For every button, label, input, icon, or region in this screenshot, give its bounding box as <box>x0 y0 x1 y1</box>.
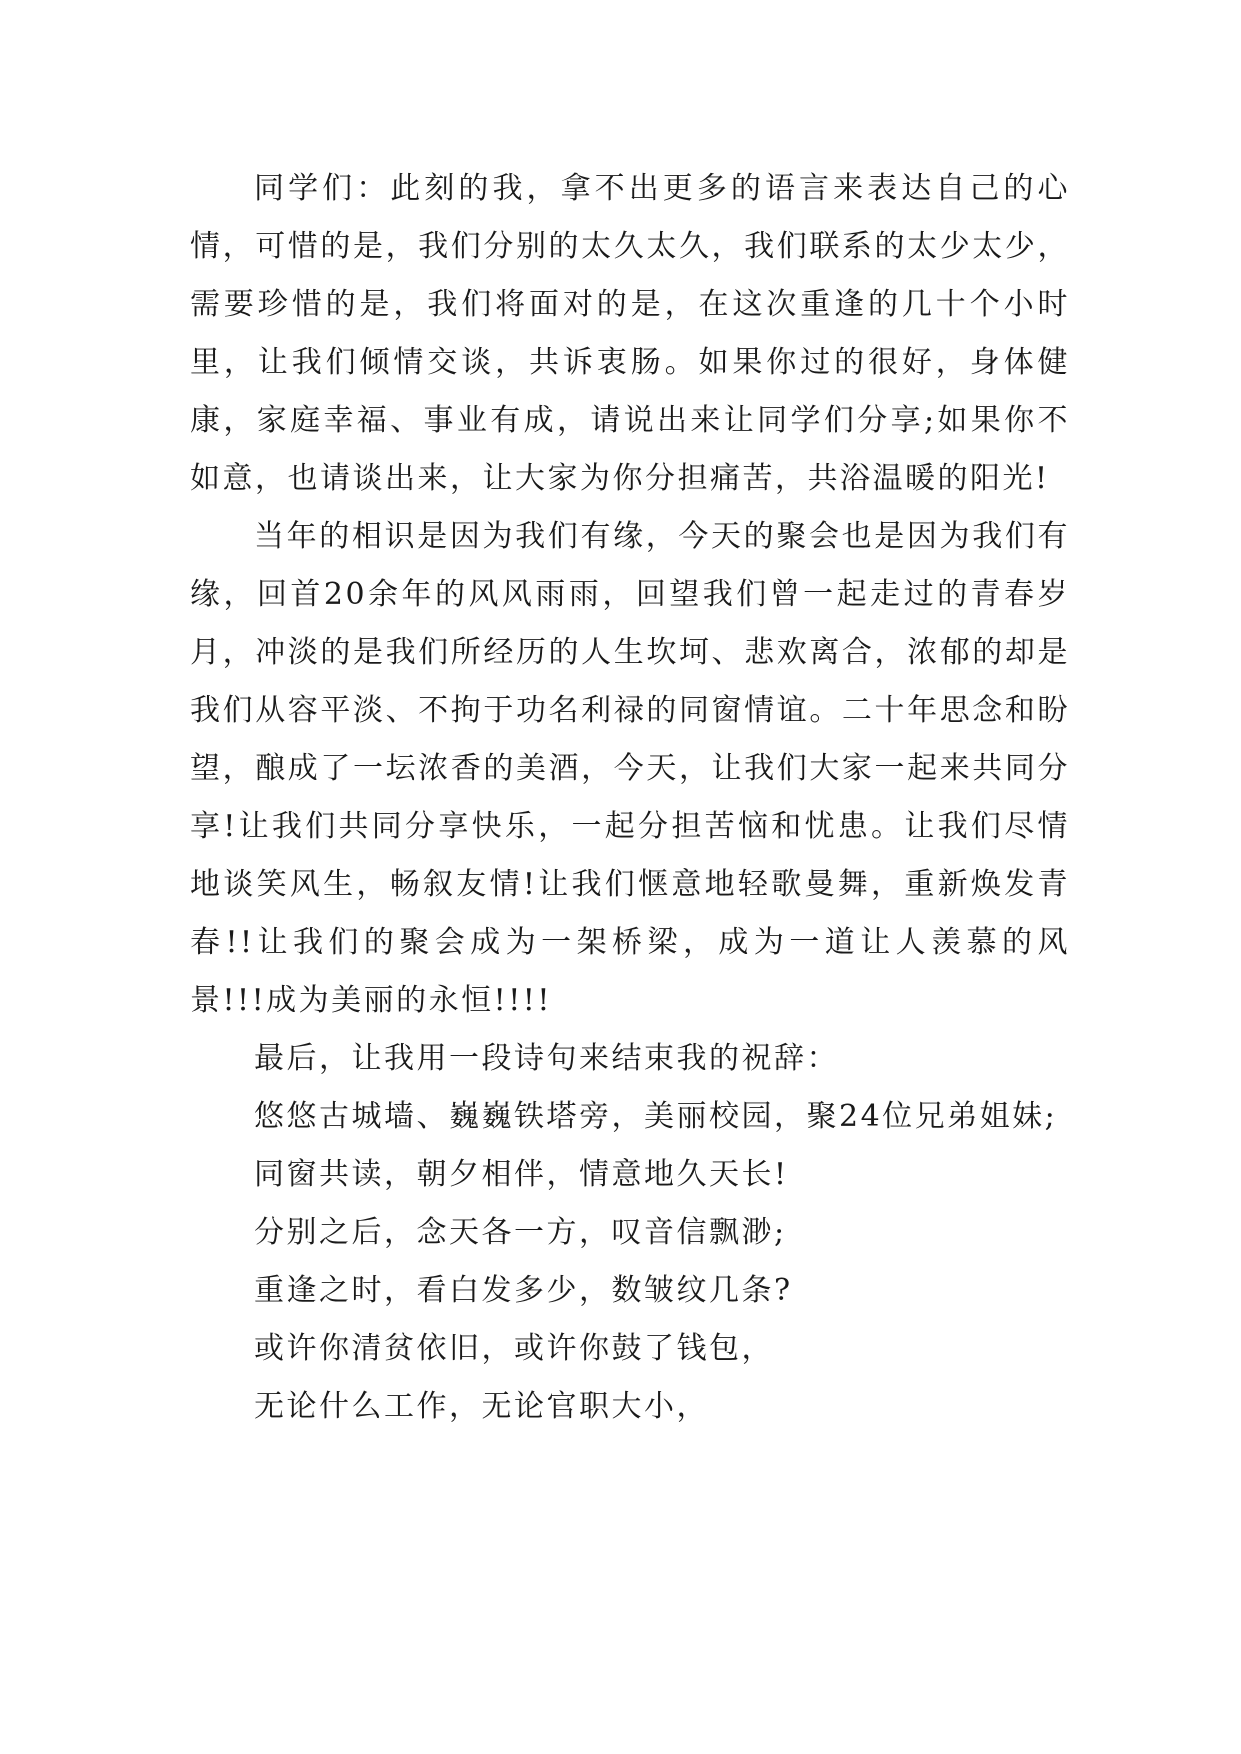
poem-line: 分别之后，念天各一方，叹音信飘渺; <box>254 1215 787 1250</box>
poem-line: 无论什么工作，无论官职大小， <box>254 1389 709 1424</box>
paragraph-closing-intro: 最后，让我用一段诗句来结束我的祝辞： <box>254 1041 839 1076</box>
document-body <box>190 160 1070 1436</box>
paragraph-poem-opening: 悠悠古城墙、巍巍铁塔旁，美丽校园，聚24位兄弟姐妹; <box>254 1099 1058 1134</box>
paragraph-memories: 当年的相识是因为我们有缘，今天的聚会也是因为我们有缘，回首20余年的风风雨雨，回望我们曾一起走过的青春岁月，冲淡的是我们所经历的人生坎坷、悲欢离合，浓郁的却是我们从容平淡、不拘于功名利禄的同窗情谊。二十年思念和盼望，酿成了一坛浓香的美酒，今天，让我们大家一起来共同分享!让我们共同分享快乐，一起分担苦恼和忧患。让我们尽情地谈笑风生，畅叙友情!让我们惬意地轻歌曼舞，重新焕发青春!!让我们的聚会成为一架桥梁，成为一道让人羡慕的风景!!!成为美丽的永恒!!!! <box>190 519 1070 1018</box>
paragraph-greeting: 同学们：此刻的我，拿不出更多的语言来表达自己的心情，可惜的是，我们分别的太久太久，我们联系的太少太少，需要珍惜的是，我们将面对的是，在这次重逢的几十个小时里，让我们倾情交谈，共诉衷肠。如果你过的很好，身体健康，家庭幸福、事业有成，请说出来让同学们分享;如果你不如意，也请谈出来，让大家为你分担痛苦，共浴温暖的阳光! <box>190 171 1070 496</box>
poem-line: 同窗共读，朝夕相伴，情意地久天长! <box>254 1157 789 1192</box>
poem-line: 重逢之时，看白发多少，数皱纹几条? <box>254 1273 793 1308</box>
poem-line: 或许你清贫依旧，或许你鼓了钱包， <box>254 1331 774 1366</box>
